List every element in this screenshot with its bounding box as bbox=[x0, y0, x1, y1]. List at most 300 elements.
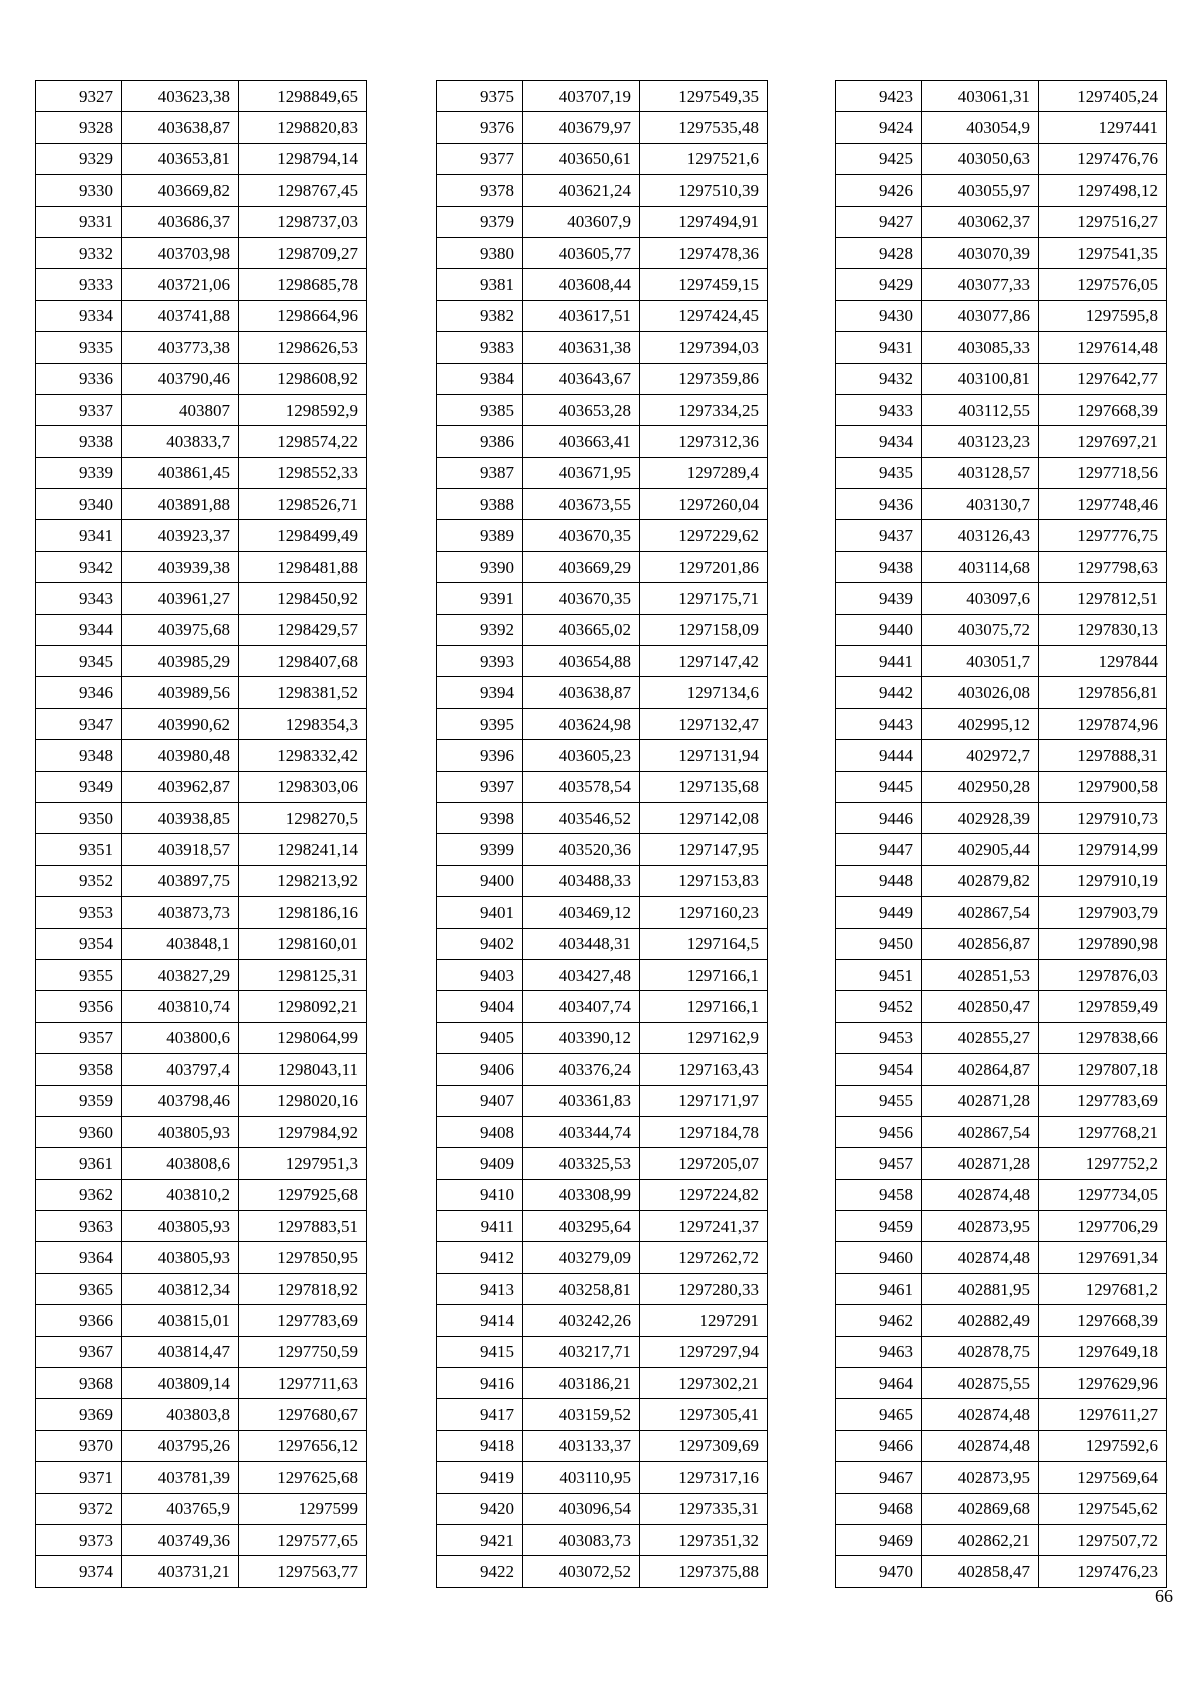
y-coordinate-cell: 1297166,1 bbox=[640, 991, 768, 1022]
point-number-cell: 9362 bbox=[36, 1179, 122, 1210]
point-number-cell: 9372 bbox=[36, 1493, 122, 1524]
y-coordinate-cell: 1297691,34 bbox=[1039, 1242, 1167, 1273]
point-number-cell: 9327 bbox=[36, 81, 122, 112]
point-number-cell: 9340 bbox=[36, 489, 122, 520]
x-coordinate-cell: 403663,41 bbox=[523, 426, 640, 457]
point-number-cell: 9456 bbox=[836, 1116, 922, 1147]
x-coordinate-cell: 402862,21 bbox=[922, 1524, 1039, 1555]
point-number-cell: 9359 bbox=[36, 1085, 122, 1116]
x-coordinate-cell: 402858,47 bbox=[922, 1556, 1039, 1587]
x-coordinate-cell: 403631,38 bbox=[523, 332, 640, 363]
point-number-cell: 9444 bbox=[836, 740, 922, 771]
y-coordinate-cell: 1298450,92 bbox=[239, 583, 367, 614]
point-number-cell: 9455 bbox=[836, 1085, 922, 1116]
point-number-cell: 9400 bbox=[437, 865, 523, 896]
point-number-cell: 9333 bbox=[36, 269, 122, 300]
table-row bbox=[437, 363, 768, 394]
y-coordinate-cell: 1297162,9 bbox=[640, 1022, 768, 1053]
point-number-cell: 9436 bbox=[836, 489, 922, 520]
x-coordinate-cell: 402855,27 bbox=[922, 1022, 1039, 1053]
y-coordinate-cell: 1297668,39 bbox=[1039, 1305, 1167, 1336]
x-coordinate-cell: 403810,74 bbox=[122, 991, 239, 1022]
y-coordinate-cell: 1297312,36 bbox=[640, 426, 768, 457]
x-coordinate-cell: 403989,56 bbox=[122, 677, 239, 708]
x-coordinate-cell: 403128,57 bbox=[922, 457, 1039, 488]
x-coordinate-cell: 403797,4 bbox=[122, 1054, 239, 1085]
y-coordinate-cell: 1297697,21 bbox=[1039, 426, 1167, 457]
point-number-cell: 9328 bbox=[36, 112, 122, 143]
x-coordinate-cell: 403061,31 bbox=[922, 81, 1039, 112]
x-coordinate-cell: 402873,95 bbox=[922, 1462, 1039, 1493]
table-row bbox=[36, 897, 367, 928]
y-coordinate-cell: 1297900,58 bbox=[1039, 771, 1167, 802]
table-row bbox=[36, 1054, 367, 1085]
y-coordinate-cell: 1298664,96 bbox=[239, 300, 367, 331]
point-number-cell: 9449 bbox=[836, 897, 922, 928]
x-coordinate-cell: 403671,95 bbox=[523, 457, 640, 488]
table-row bbox=[836, 1085, 1167, 1116]
point-number-cell: 9352 bbox=[36, 865, 122, 896]
y-coordinate-cell: 1297830,13 bbox=[1039, 614, 1167, 645]
point-number-cell: 9445 bbox=[836, 771, 922, 802]
table-row bbox=[437, 1054, 768, 1085]
y-coordinate-cell: 1298020,16 bbox=[239, 1085, 367, 1116]
point-number-cell: 9430 bbox=[836, 300, 922, 331]
point-number-cell: 9414 bbox=[437, 1305, 523, 1336]
x-coordinate-cell: 403805,93 bbox=[122, 1211, 239, 1242]
point-number-cell: 9463 bbox=[836, 1336, 922, 1367]
point-number-cell: 9379 bbox=[437, 206, 523, 237]
y-coordinate-cell: 1297910,73 bbox=[1039, 802, 1167, 833]
y-coordinate-cell: 1297776,75 bbox=[1039, 520, 1167, 551]
point-number-cell: 9394 bbox=[437, 677, 523, 708]
table-row bbox=[437, 865, 768, 896]
y-coordinate-cell: 1297910,19 bbox=[1039, 865, 1167, 896]
point-number-cell: 9367 bbox=[36, 1336, 122, 1367]
y-coordinate-cell: 1298552,33 bbox=[239, 457, 367, 488]
table-row bbox=[836, 363, 1167, 394]
point-number-cell: 9429 bbox=[836, 269, 922, 300]
y-coordinate-cell: 1297984,92 bbox=[239, 1116, 367, 1147]
x-coordinate-cell: 403638,87 bbox=[523, 677, 640, 708]
y-coordinate-cell: 1298709,27 bbox=[239, 237, 367, 268]
point-number-cell: 9391 bbox=[437, 583, 523, 614]
y-coordinate-cell: 1297351,32 bbox=[640, 1524, 768, 1555]
y-coordinate-cell: 1297545,62 bbox=[1039, 1493, 1167, 1524]
point-number-cell: 9448 bbox=[836, 865, 922, 896]
y-coordinate-cell: 1297476,23 bbox=[1039, 1556, 1167, 1587]
table-row bbox=[36, 928, 367, 959]
table-row bbox=[437, 959, 768, 990]
point-number-cell: 9389 bbox=[437, 520, 523, 551]
x-coordinate-cell: 403990,62 bbox=[122, 708, 239, 739]
point-number-cell: 9404 bbox=[437, 991, 523, 1022]
point-number-cell: 9390 bbox=[437, 551, 523, 582]
x-coordinate-cell: 403773,38 bbox=[122, 332, 239, 363]
x-coordinate-cell: 403653,28 bbox=[523, 394, 640, 425]
table-row bbox=[836, 1179, 1167, 1210]
y-coordinate-cell: 1297494,91 bbox=[640, 206, 768, 237]
table-row bbox=[437, 175, 768, 206]
x-coordinate-cell: 403938,85 bbox=[122, 802, 239, 833]
y-coordinate-cell: 1297541,35 bbox=[1039, 237, 1167, 268]
x-coordinate-cell: 403624,98 bbox=[523, 708, 640, 739]
point-number-cell: 9438 bbox=[836, 551, 922, 582]
y-coordinate-cell: 1297876,03 bbox=[1039, 959, 1167, 990]
x-coordinate-cell: 403062,37 bbox=[922, 206, 1039, 237]
x-coordinate-cell: 403923,37 bbox=[122, 520, 239, 551]
x-coordinate-cell: 402875,55 bbox=[922, 1368, 1039, 1399]
point-number-cell: 9370 bbox=[36, 1430, 122, 1461]
x-coordinate-cell: 402878,75 bbox=[922, 1336, 1039, 1367]
x-coordinate-cell: 403242,26 bbox=[523, 1305, 640, 1336]
table-row bbox=[437, 237, 768, 268]
point-number-cell: 9440 bbox=[836, 614, 922, 645]
point-number-cell: 9420 bbox=[437, 1493, 523, 1524]
table-row bbox=[836, 1116, 1167, 1147]
point-number-cell: 9339 bbox=[36, 457, 122, 488]
point-number-cell: 9407 bbox=[437, 1085, 523, 1116]
table-row bbox=[36, 426, 367, 457]
x-coordinate-cell: 403686,37 bbox=[122, 206, 239, 237]
point-number-cell: 9395 bbox=[437, 708, 523, 739]
table-row bbox=[437, 394, 768, 425]
point-number-cell: 9443 bbox=[836, 708, 922, 739]
x-coordinate-cell: 403790,46 bbox=[122, 363, 239, 394]
table-row bbox=[437, 1493, 768, 1524]
y-coordinate-cell: 1297656,12 bbox=[239, 1430, 367, 1461]
point-number-cell: 9465 bbox=[836, 1399, 922, 1430]
x-coordinate-cell: 403861,45 bbox=[122, 457, 239, 488]
table-row bbox=[36, 1116, 367, 1147]
table-row bbox=[836, 1493, 1167, 1524]
y-coordinate-cell: 1297595,8 bbox=[1039, 300, 1167, 331]
table-row bbox=[36, 1179, 367, 1210]
point-number-cell: 9365 bbox=[36, 1273, 122, 1304]
table-row bbox=[437, 740, 768, 771]
y-coordinate-cell: 1297783,69 bbox=[239, 1305, 367, 1336]
point-number-cell: 9453 bbox=[836, 1022, 922, 1053]
point-number-cell: 9424 bbox=[836, 112, 922, 143]
point-number-cell: 9386 bbox=[437, 426, 523, 457]
table-row bbox=[836, 928, 1167, 959]
x-coordinate-cell: 403918,57 bbox=[122, 834, 239, 865]
y-coordinate-cell: 1297147,95 bbox=[640, 834, 768, 865]
table-row bbox=[437, 520, 768, 551]
x-coordinate-cell: 403721,06 bbox=[122, 269, 239, 300]
y-coordinate-cell: 1297291 bbox=[640, 1305, 768, 1336]
point-number-cell: 9338 bbox=[36, 426, 122, 457]
table-row bbox=[36, 1524, 367, 1555]
y-coordinate-cell: 1297262,72 bbox=[640, 1242, 768, 1273]
point-number-cell: 9351 bbox=[36, 834, 122, 865]
x-coordinate-cell: 403781,39 bbox=[122, 1462, 239, 1493]
table-row bbox=[36, 1242, 367, 1273]
point-number-cell: 9413 bbox=[437, 1273, 523, 1304]
table-row bbox=[836, 269, 1167, 300]
x-coordinate-cell: 403520,36 bbox=[523, 834, 640, 865]
y-coordinate-cell: 1297734,05 bbox=[1039, 1179, 1167, 1210]
table-row bbox=[36, 583, 367, 614]
x-coordinate-cell: 403815,01 bbox=[122, 1305, 239, 1336]
point-number-cell: 9384 bbox=[437, 363, 523, 394]
x-coordinate-cell: 402871,28 bbox=[922, 1148, 1039, 1179]
y-coordinate-cell: 1297424,45 bbox=[640, 300, 768, 331]
x-coordinate-cell: 403638,87 bbox=[122, 112, 239, 143]
table-row bbox=[437, 1305, 768, 1336]
y-coordinate-cell: 1297874,96 bbox=[1039, 708, 1167, 739]
y-coordinate-cell: 1298767,45 bbox=[239, 175, 367, 206]
y-coordinate-cell: 1297818,92 bbox=[239, 1273, 367, 1304]
point-number-cell: 9363 bbox=[36, 1211, 122, 1242]
x-coordinate-cell: 403085,33 bbox=[922, 332, 1039, 363]
x-coordinate-cell: 402869,68 bbox=[922, 1493, 1039, 1524]
x-coordinate-cell: 403669,82 bbox=[122, 175, 239, 206]
y-coordinate-cell: 1297305,41 bbox=[640, 1399, 768, 1430]
y-coordinate-cell: 1297241,37 bbox=[640, 1211, 768, 1242]
table-row bbox=[836, 1054, 1167, 1085]
point-number-cell: 9381 bbox=[437, 269, 523, 300]
y-coordinate-cell: 1297521,6 bbox=[640, 143, 768, 174]
coordinates-table-2 bbox=[436, 80, 768, 1588]
y-coordinate-cell: 1297147,42 bbox=[640, 646, 768, 677]
y-coordinate-cell: 1297706,29 bbox=[1039, 1211, 1167, 1242]
table-row bbox=[437, 1399, 768, 1430]
point-number-cell: 9410 bbox=[437, 1179, 523, 1210]
y-coordinate-cell: 1297280,33 bbox=[640, 1273, 768, 1304]
point-number-cell: 9355 bbox=[36, 959, 122, 990]
y-coordinate-cell: 1298270,5 bbox=[239, 802, 367, 833]
x-coordinate-cell: 403159,52 bbox=[523, 1399, 640, 1430]
x-coordinate-cell: 402851,53 bbox=[922, 959, 1039, 990]
point-number-cell: 9462 bbox=[836, 1305, 922, 1336]
x-coordinate-cell: 403054,9 bbox=[922, 112, 1039, 143]
y-coordinate-cell: 1297625,68 bbox=[239, 1462, 367, 1493]
point-number-cell: 9419 bbox=[437, 1462, 523, 1493]
point-number-cell: 9464 bbox=[836, 1368, 922, 1399]
x-coordinate-cell: 403621,24 bbox=[523, 175, 640, 206]
point-number-cell: 9329 bbox=[36, 143, 122, 174]
y-coordinate-cell: 1297798,63 bbox=[1039, 551, 1167, 582]
y-coordinate-cell: 1297359,86 bbox=[640, 363, 768, 394]
point-number-cell: 9382 bbox=[437, 300, 523, 331]
table-row bbox=[437, 1179, 768, 1210]
point-number-cell: 9341 bbox=[36, 520, 122, 551]
x-coordinate-cell: 403643,67 bbox=[523, 363, 640, 394]
table-row bbox=[836, 394, 1167, 425]
table-row bbox=[836, 1430, 1167, 1461]
x-coordinate-cell: 403407,74 bbox=[523, 991, 640, 1022]
x-coordinate-cell: 403448,31 bbox=[523, 928, 640, 959]
point-number-cell: 9426 bbox=[836, 175, 922, 206]
x-coordinate-cell: 403669,29 bbox=[523, 551, 640, 582]
table-row bbox=[437, 489, 768, 520]
point-number-cell: 9366 bbox=[36, 1305, 122, 1336]
point-number-cell: 9374 bbox=[36, 1556, 122, 1587]
point-number-cell: 9332 bbox=[36, 237, 122, 268]
point-number-cell: 9442 bbox=[836, 677, 922, 708]
table-row bbox=[36, 1368, 367, 1399]
table-row bbox=[437, 206, 768, 237]
point-number-cell: 9422 bbox=[437, 1556, 523, 1587]
x-coordinate-cell: 403805,93 bbox=[122, 1116, 239, 1147]
table-row bbox=[36, 1085, 367, 1116]
table-row bbox=[36, 646, 367, 677]
y-coordinate-cell: 1297158,09 bbox=[640, 614, 768, 645]
point-number-cell: 9353 bbox=[36, 897, 122, 928]
y-coordinate-cell: 1297317,16 bbox=[640, 1462, 768, 1493]
point-number-cell: 9423 bbox=[836, 81, 922, 112]
table-row bbox=[836, 81, 1167, 112]
table-row bbox=[437, 708, 768, 739]
x-coordinate-cell: 403891,88 bbox=[122, 489, 239, 520]
x-coordinate-cell: 403741,88 bbox=[122, 300, 239, 331]
table-row bbox=[36, 1430, 367, 1461]
point-number-cell: 9344 bbox=[36, 614, 122, 645]
point-number-cell: 9350 bbox=[36, 802, 122, 833]
point-number-cell: 9349 bbox=[36, 771, 122, 802]
point-number-cell: 9356 bbox=[36, 991, 122, 1022]
table-row bbox=[437, 1148, 768, 1179]
point-number-cell: 9376 bbox=[437, 112, 523, 143]
x-coordinate-cell: 403670,35 bbox=[523, 583, 640, 614]
table-row bbox=[836, 206, 1167, 237]
point-number-cell: 9360 bbox=[36, 1116, 122, 1147]
x-coordinate-cell: 403258,81 bbox=[523, 1273, 640, 1304]
point-number-cell: 9432 bbox=[836, 363, 922, 394]
y-coordinate-cell: 1298186,16 bbox=[239, 897, 367, 928]
table-row bbox=[836, 332, 1167, 363]
point-number-cell: 9357 bbox=[36, 1022, 122, 1053]
y-coordinate-cell: 1298303,06 bbox=[239, 771, 367, 802]
table-row bbox=[437, 1430, 768, 1461]
table-row bbox=[36, 1399, 367, 1430]
table-row bbox=[437, 646, 768, 677]
y-coordinate-cell: 1298849,65 bbox=[239, 81, 367, 112]
table-row bbox=[836, 1242, 1167, 1273]
table-row bbox=[36, 489, 367, 520]
point-number-cell: 9412 bbox=[437, 1242, 523, 1273]
x-coordinate-cell: 402905,44 bbox=[922, 834, 1039, 865]
point-number-cell: 9348 bbox=[36, 740, 122, 771]
x-coordinate-cell: 403795,26 bbox=[122, 1430, 239, 1461]
x-coordinate-cell: 402874,48 bbox=[922, 1430, 1039, 1461]
table-row bbox=[437, 112, 768, 143]
table-row bbox=[836, 1368, 1167, 1399]
y-coordinate-cell: 1297680,67 bbox=[239, 1399, 367, 1430]
table-row bbox=[36, 457, 367, 488]
table-row bbox=[836, 175, 1167, 206]
y-coordinate-cell: 1297289,4 bbox=[640, 457, 768, 488]
x-coordinate-cell: 403578,54 bbox=[523, 771, 640, 802]
y-coordinate-cell: 1297750,59 bbox=[239, 1336, 367, 1367]
page-number: 66 bbox=[1155, 1586, 1173, 1606]
point-number-cell: 9454 bbox=[836, 1054, 922, 1085]
table-row bbox=[836, 1399, 1167, 1430]
x-coordinate-cell: 403814,47 bbox=[122, 1336, 239, 1367]
x-coordinate-cell: 403800,6 bbox=[122, 1022, 239, 1053]
table-row bbox=[437, 457, 768, 488]
point-number-cell: 9397 bbox=[437, 771, 523, 802]
point-number-cell: 9439 bbox=[836, 583, 922, 614]
point-number-cell: 9416 bbox=[437, 1368, 523, 1399]
point-number-cell: 9337 bbox=[36, 394, 122, 425]
y-coordinate-cell: 1297335,31 bbox=[640, 1493, 768, 1524]
x-coordinate-cell: 403654,88 bbox=[523, 646, 640, 677]
table-row bbox=[836, 1336, 1167, 1367]
table-row bbox=[36, 1022, 367, 1053]
y-coordinate-cell: 1297951,3 bbox=[239, 1148, 367, 1179]
x-coordinate-cell: 403749,36 bbox=[122, 1524, 239, 1555]
x-coordinate-cell: 402950,28 bbox=[922, 771, 1039, 802]
table-row bbox=[437, 771, 768, 802]
table-row bbox=[437, 991, 768, 1022]
y-coordinate-cell: 1297812,51 bbox=[1039, 583, 1167, 614]
y-coordinate-cell: 1297201,86 bbox=[640, 551, 768, 582]
x-coordinate-cell: 403607,9 bbox=[523, 206, 640, 237]
x-coordinate-cell: 403390,12 bbox=[523, 1022, 640, 1053]
x-coordinate-cell: 403809,14 bbox=[122, 1368, 239, 1399]
x-coordinate-cell: 403055,97 bbox=[922, 175, 1039, 206]
table-row bbox=[836, 1556, 1167, 1587]
x-coordinate-cell: 403295,64 bbox=[523, 1211, 640, 1242]
table-row bbox=[836, 802, 1167, 833]
y-coordinate-cell: 1297153,83 bbox=[640, 865, 768, 896]
x-coordinate-cell: 403623,38 bbox=[122, 81, 239, 112]
point-number-cell: 9447 bbox=[836, 834, 922, 865]
y-coordinate-cell: 1298685,78 bbox=[239, 269, 367, 300]
y-coordinate-cell: 1297914,99 bbox=[1039, 834, 1167, 865]
table-row bbox=[36, 1556, 367, 1587]
point-number-cell: 9408 bbox=[437, 1116, 523, 1147]
y-coordinate-cell: 1298092,21 bbox=[239, 991, 367, 1022]
x-coordinate-cell: 403112,55 bbox=[922, 394, 1039, 425]
x-coordinate-cell: 402867,54 bbox=[922, 1116, 1039, 1147]
table-row bbox=[36, 551, 367, 582]
x-coordinate-cell: 403344,74 bbox=[523, 1116, 640, 1147]
point-number-cell: 9371 bbox=[36, 1462, 122, 1493]
point-number-cell: 9450 bbox=[836, 928, 922, 959]
y-coordinate-cell: 1298064,99 bbox=[239, 1022, 367, 1053]
x-coordinate-cell: 403679,97 bbox=[523, 112, 640, 143]
point-number-cell: 9364 bbox=[36, 1242, 122, 1273]
table-row bbox=[836, 740, 1167, 771]
table-row bbox=[836, 1022, 1167, 1053]
y-coordinate-cell: 1297783,69 bbox=[1039, 1085, 1167, 1116]
x-coordinate-cell: 403130,7 bbox=[922, 489, 1039, 520]
point-number-cell: 9458 bbox=[836, 1179, 922, 1210]
x-coordinate-cell: 403096,54 bbox=[523, 1493, 640, 1524]
table-row bbox=[836, 991, 1167, 1022]
point-number-cell: 9403 bbox=[437, 959, 523, 990]
y-coordinate-cell: 1298526,71 bbox=[239, 489, 367, 520]
table-row bbox=[437, 426, 768, 457]
x-coordinate-cell: 403803,8 bbox=[122, 1399, 239, 1430]
point-number-cell: 9433 bbox=[836, 394, 922, 425]
y-coordinate-cell: 1297297,94 bbox=[640, 1336, 768, 1367]
table-row bbox=[836, 237, 1167, 268]
y-coordinate-cell: 1298574,22 bbox=[239, 426, 367, 457]
point-number-cell: 9377 bbox=[437, 143, 523, 174]
y-coordinate-cell: 1298429,57 bbox=[239, 614, 367, 645]
y-coordinate-cell: 1297516,27 bbox=[1039, 206, 1167, 237]
point-number-cell: 9387 bbox=[437, 457, 523, 488]
table-row bbox=[836, 520, 1167, 551]
x-coordinate-cell: 403985,29 bbox=[122, 646, 239, 677]
x-coordinate-cell: 403072,52 bbox=[523, 1556, 640, 1587]
point-number-cell: 9385 bbox=[437, 394, 523, 425]
y-coordinate-cell: 1298626,53 bbox=[239, 332, 367, 363]
